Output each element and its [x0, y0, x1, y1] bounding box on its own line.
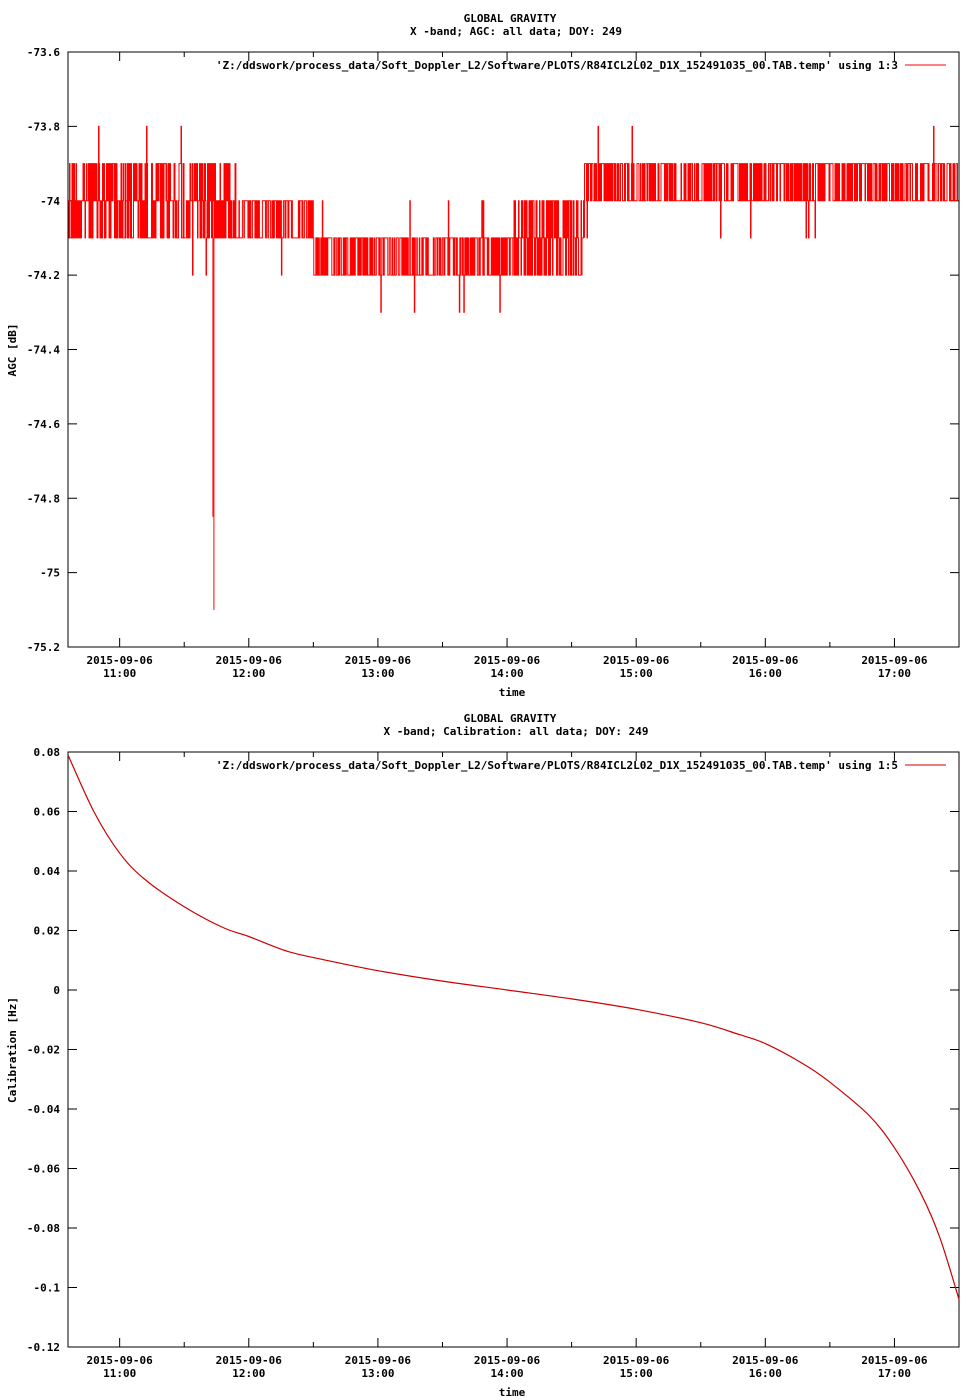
- calibration-y-axis-label: Calibration [Hz]: [6, 997, 19, 1103]
- calibration-xtick-time: 16:00: [748, 1367, 782, 1380]
- agc-xtick-date: 2015-09-06: [603, 654, 670, 667]
- calibration-ytick-label: -0.06: [26, 1162, 60, 1176]
- agc-series-path: [68, 126, 959, 312]
- calibration-chart-title: GLOBAL GRAVITY: [463, 712, 557, 725]
- calibration-ytick-label: 0.08: [33, 746, 60, 759]
- agc-xtick-date: 2015-09-06: [732, 654, 799, 667]
- agc-legend-label: 'Z:/ddswork/process_data/Soft_Doppler_L2/Software/PLOTS/R84ICL2L02_D1X_152491035_00.TAB.temp' using 1:3: [215, 59, 898, 72]
- calibration-x-axis-label: time: [498, 1386, 526, 1399]
- agc-ytick-label: -74.2: [26, 269, 60, 283]
- agc-chart: [6, 12, 959, 699]
- agc-xtick-time: 11:00: [103, 667, 137, 680]
- calibration-legend-label: 'Z:/ddswork/process_data/Soft_Doppler_L2/Software/PLOTS/R84ICL2L02_D1X_152491035_00.TAB.temp' using 1:5: [215, 759, 898, 772]
- calibration-ytick-label: 0.06: [33, 805, 60, 819]
- agc-y-ticks: [27, 46, 959, 654]
- agc-xtick-time: 13:00: [361, 667, 395, 680]
- calibration-xtick-time: 14:00: [490, 1367, 524, 1380]
- calibration-ytick-label: 0.02: [33, 924, 60, 938]
- agc-xtick-time: 12:00: [232, 667, 266, 680]
- agc-xtick-date: 2015-09-06: [473, 654, 541, 667]
- agc-xtick-time: 17:00: [877, 667, 911, 680]
- calibration-xtick-time: 15:00: [619, 1367, 653, 1380]
- agc-xtick-time: 16:00: [748, 667, 782, 680]
- calibration-x-ticks: [87, 752, 959, 1380]
- calibration-xtick-time: 12:00: [232, 1367, 266, 1380]
- calibration-xtick-date: 2015-09-06: [473, 1354, 541, 1367]
- calibration-ytick-label: -0.04: [26, 1103, 60, 1116]
- calibration-chart-subtitle: X -band; Calibration: all data; DOY: 249: [383, 725, 649, 738]
- calibration-y-ticks: [27, 746, 959, 1354]
- agc-series-line: [68, 126, 959, 609]
- agc-chart-title: GLOBAL GRAVITY: [463, 12, 557, 25]
- agc-xtick-time: 15:00: [619, 667, 653, 680]
- agc-y-axis-label: AGC [dB]: [6, 323, 19, 377]
- agc-ytick-label: -74.4: [26, 343, 60, 357]
- agc-ytick-label: -74.8: [26, 492, 60, 506]
- calibration-chart: [6, 712, 959, 1399]
- agc-ytick-label: -74.6: [26, 417, 60, 431]
- calibration-series-line: [68, 755, 959, 1299]
- agc-xtick-date: 2015-09-06: [861, 654, 928, 667]
- calibration-xtick-date: 2015-09-06: [603, 1354, 670, 1367]
- calibration-ytick-label: 0.04: [33, 865, 60, 878]
- calibration-ytick-label: -0.1: [33, 1281, 60, 1295]
- agc-x-axis-label: time: [498, 686, 526, 699]
- calibration-ytick-label: -0.12: [26, 1341, 60, 1354]
- agc-ytick-label: -75.2: [26, 641, 60, 654]
- agc-x-ticks: [87, 52, 959, 680]
- calibration-xtick-date: 2015-09-06: [344, 1354, 412, 1367]
- agc-xtick-time: 14:00: [490, 667, 524, 680]
- calibration-ytick-label: 0: [53, 984, 60, 997]
- agc-plot-frame: [68, 52, 959, 647]
- calibration-plot-frame: [68, 752, 959, 1347]
- calibration-xtick-date: 2015-09-06: [86, 1354, 153, 1367]
- agc-ytick-label: -74: [40, 194, 60, 208]
- calibration-xtick-time: 17:00: [877, 1367, 911, 1380]
- agc-ytick-label: -73.8: [26, 120, 60, 134]
- calibration-xtick-time: 11:00: [103, 1367, 137, 1380]
- agc-xtick-date: 2015-09-06: [344, 654, 412, 667]
- agc-ytick-label: -75: [40, 566, 60, 580]
- calibration-xtick-date: 2015-09-06: [215, 1354, 282, 1367]
- agc-ytick-label: -73.6: [26, 46, 60, 59]
- agc-xtick-date: 2015-09-06: [86, 654, 153, 667]
- calibration-xtick-time: 13:00: [361, 1367, 395, 1380]
- agc-xtick-date: 2015-09-06: [215, 654, 282, 667]
- calibration-series-path: [68, 755, 959, 1299]
- calibration-xtick-date: 2015-09-06: [732, 1354, 799, 1367]
- calibration-ytick-label: -0.02: [26, 1043, 60, 1057]
- calibration-xtick-date: 2015-09-06: [861, 1354, 928, 1367]
- agc-chart-subtitle: X -band; AGC: all data; DOY: 249: [410, 25, 622, 38]
- calibration-ytick-label: -0.08: [26, 1222, 60, 1235]
